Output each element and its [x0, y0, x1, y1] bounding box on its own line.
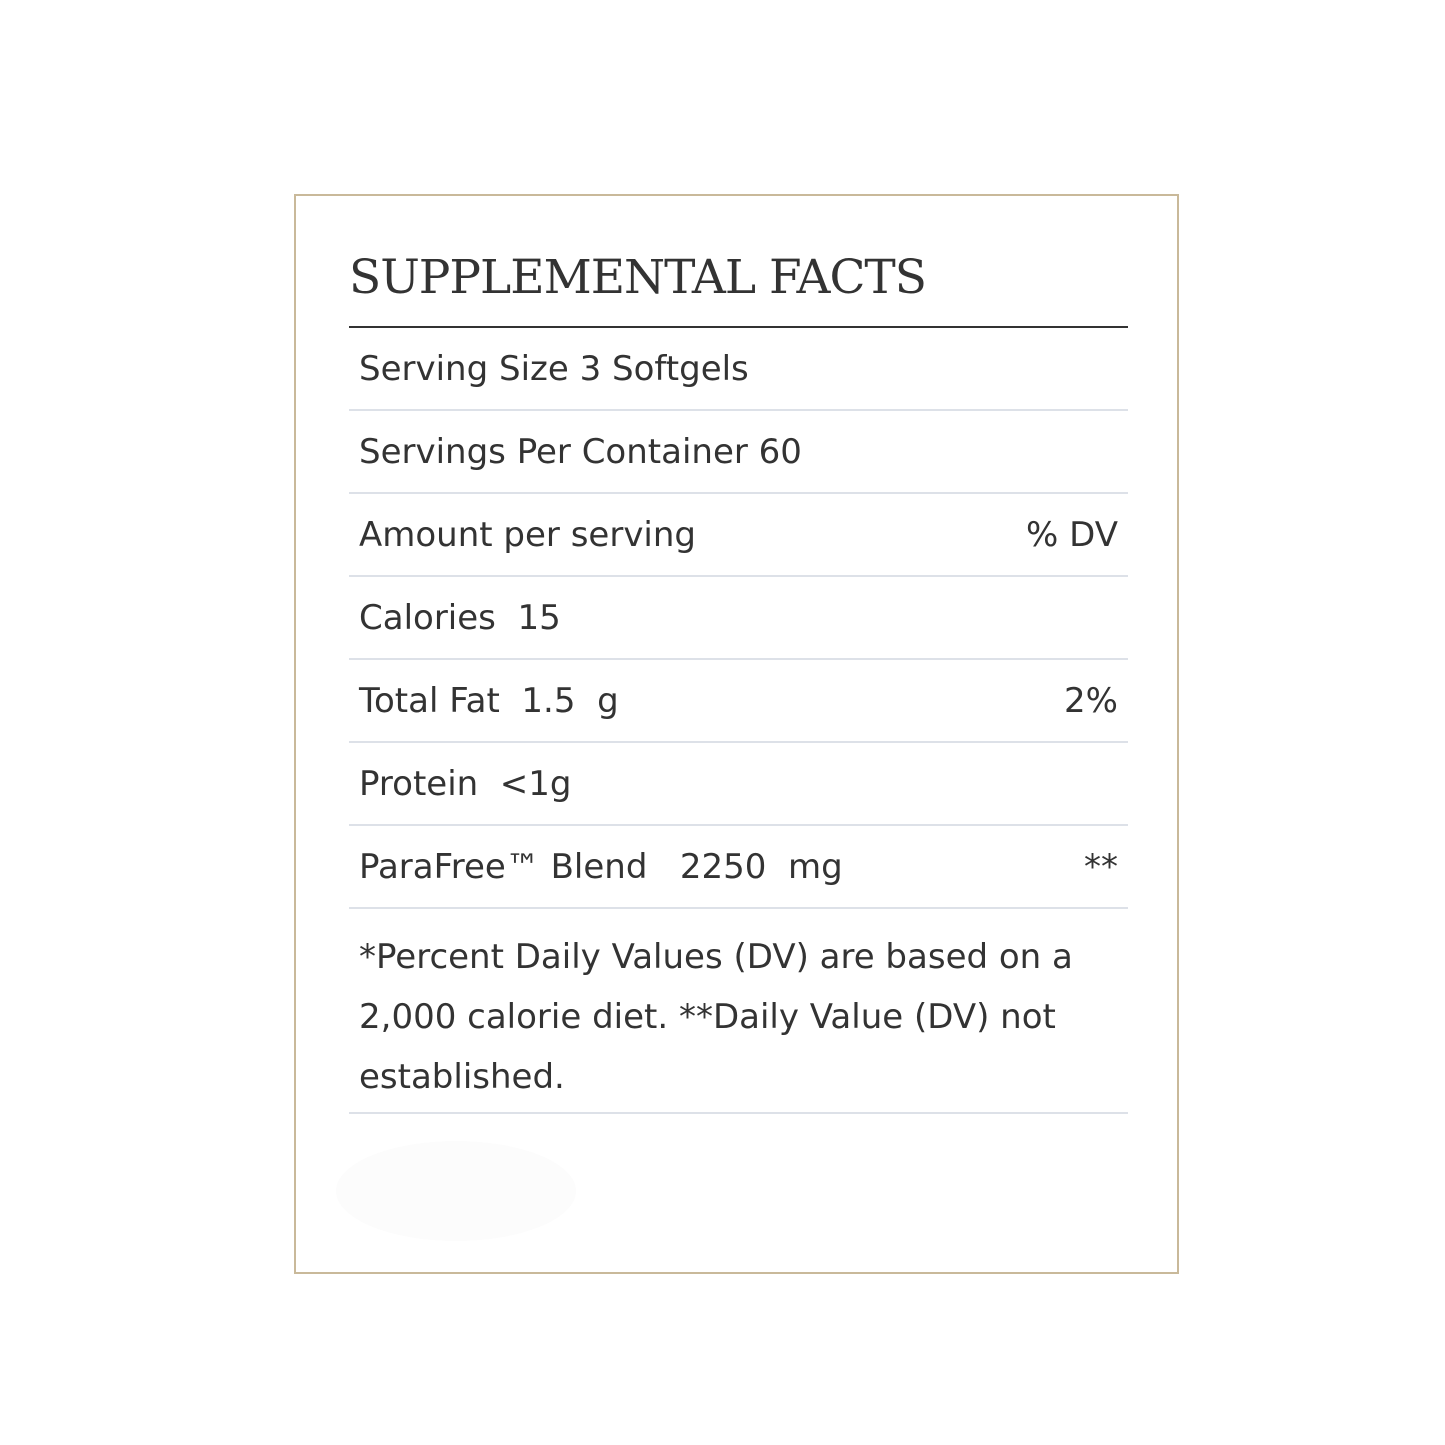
- parafree-blend-row: [349, 826, 1128, 909]
- total-fat-dv: 2%: [1064, 680, 1118, 721]
- facts-title: SUPPLEMENTAL FACTS: [349, 250, 926, 305]
- percent-dv-header: % DV: [1026, 514, 1118, 555]
- serving-size-row: [349, 328, 1128, 411]
- parafree-blend-dv: **: [1084, 846, 1118, 887]
- total-fat-row: [349, 660, 1128, 743]
- parafree-blend-label: ParaFree™ Blend 2250 mg: [359, 846, 843, 887]
- amount-header-row: [349, 494, 1128, 577]
- servings-per-container-label: Servings Per Container 60: [359, 431, 802, 472]
- amount-per-serving-label: Amount per serving: [359, 514, 697, 555]
- total-fat-label: Total Fat 1.5 g: [359, 680, 619, 721]
- background-smudge: [336, 1141, 576, 1241]
- protein-label: Protein <1g: [359, 763, 572, 804]
- facts-table: [349, 328, 1128, 1114]
- servings-per-container-row: [349, 411, 1128, 494]
- calories-label: Calories 15: [359, 597, 561, 638]
- serving-size-label: Serving Size 3 Softgels: [359, 348, 749, 389]
- protein-row: [349, 743, 1128, 826]
- supplement-facts-panel: [294, 194, 1179, 1274]
- dv-footnote: *Percent Daily Values (DV) are based on a 2,000 calorie diet. **Daily Value (DV) not established.: [349, 909, 1128, 1114]
- calories-row: [349, 577, 1128, 660]
